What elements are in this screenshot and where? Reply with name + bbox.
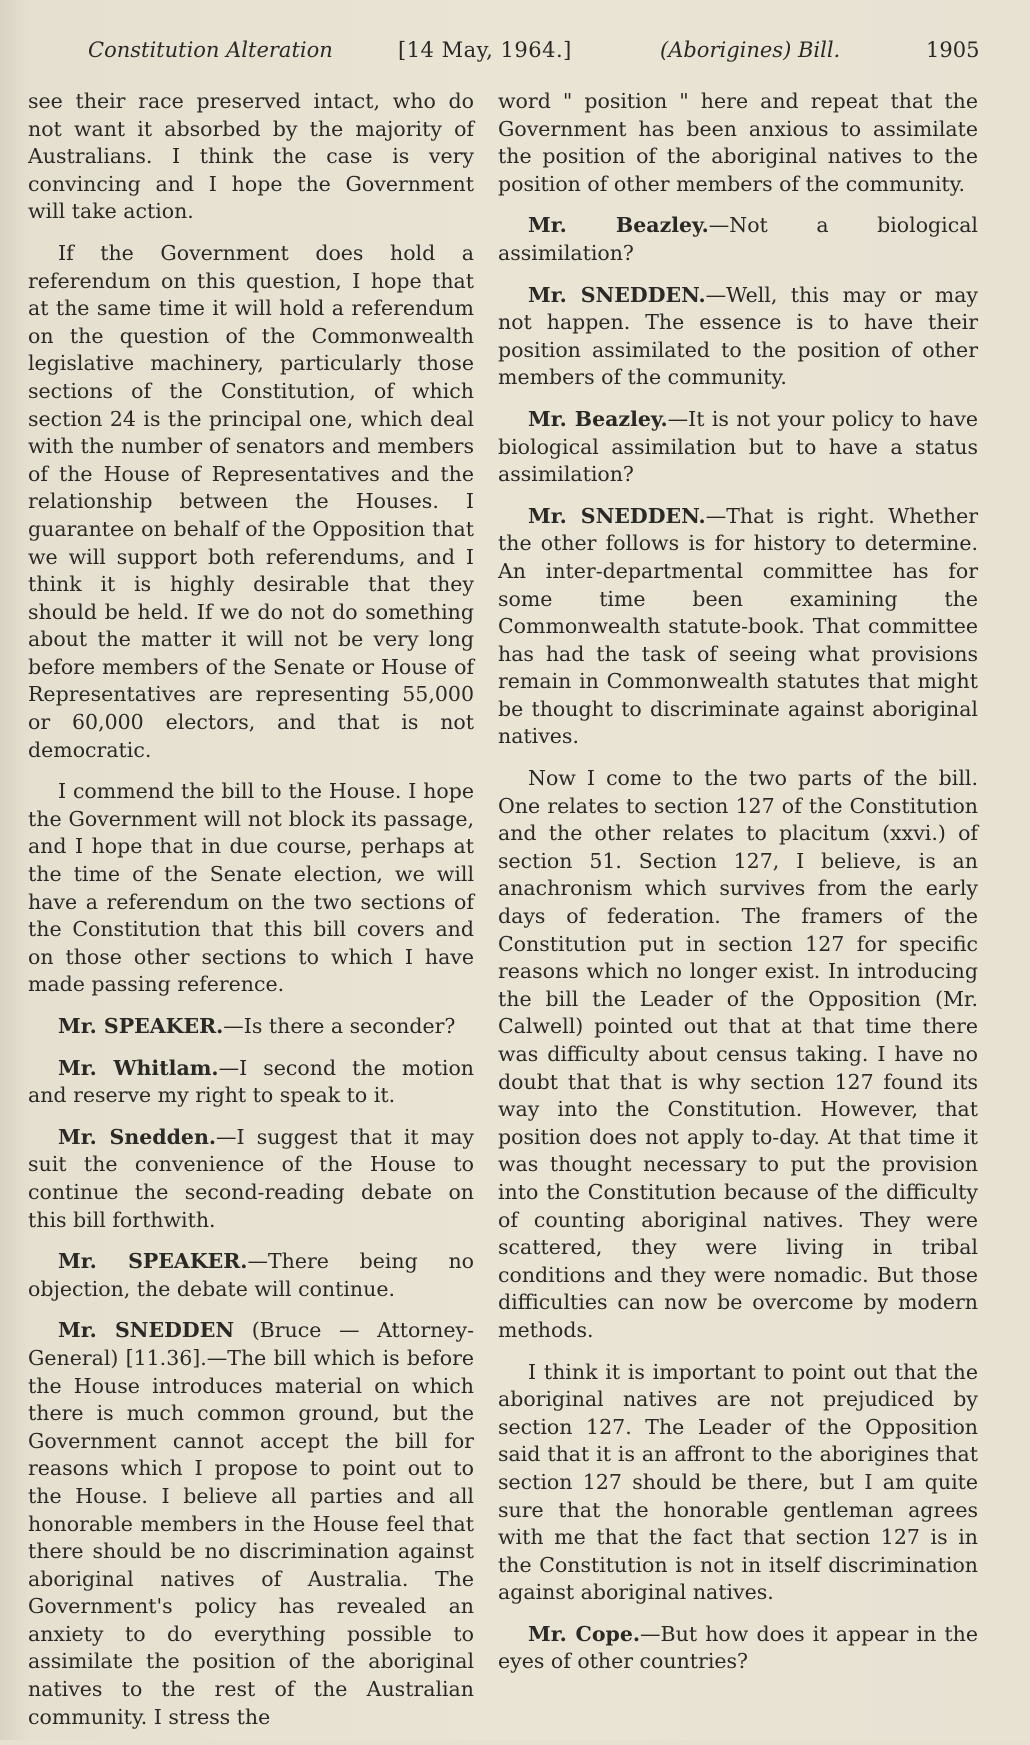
speech-text: —I suggest that it may suit the convenience of the House to continue the second-reading debate on this bill forthwith.	[28, 1124, 475, 1232]
speaker-name: Mr. SPEAKER.	[58, 1249, 248, 1274]
speech-text: —Is there a seconder?	[223, 1014, 456, 1038]
speech-text: —That is right. Whether the other follows is for history to determine. An inter-departmental committee has for some time been examining the Commonwealth statute-book. That committee has had the task of seeing what provisions remain in Commonwealth statutes that might be thought to discriminate against aboriginal natives.	[498, 503, 978, 749]
paragraph: I commend the bill to the House. I hope the Government will not block its passage, and I hope that in due course, perhaps at the time of the Senate election, we will have a referendum on the two sections of the Constitution that this bill covers and on those other sections to which I have made passing reference.	[28, 779, 474, 997]
header-bill-subtitle: (Aborigines) Bill.	[660, 38, 841, 62]
speech-text: —There being no objection, the debate will continue.	[28, 1249, 474, 1301]
running-header	[88, 38, 978, 72]
paragraph: If the Government does hold a referendum on this question, I hope that at the same time it will hold a referendum on the question of the Commonwealth legislative machinery, particularly those sections of the Constitution, of which section 24 is the principal one, which deal with the number of senators and members of the House of Representatives and the relationship between the Houses. I guarantee on behalf of the Opposition that we will support both referendums, and I think it is highly desirable that they should be held. If we do not do something about the matter it will not be very long before members of the Senate or House of Representatives are representing 55,000 or 60,000 electors, and that is not democratic.	[28, 240, 474, 762]
left-column	[28, 88, 474, 1745]
speech-text: —Not a biological assimilation?	[498, 213, 978, 265]
header-bill-title: Constitution Alteration	[88, 38, 333, 62]
speaker-name: Mr. SNEDDEN.	[528, 282, 706, 307]
speech-text: —But how does it appear in the eyes of other countries?	[498, 1621, 979, 1674]
speech-paragraph	[28, 1317, 474, 1731]
speech-paragraph	[498, 212, 978, 267]
speech-paragraph	[28, 1248, 474, 1303]
speech-paragraph	[498, 1621, 978, 1676]
speech-paragraph	[498, 282, 978, 392]
speech-text: —I second the motion and reserve my right to speak to it.	[28, 1055, 474, 1108]
speaker-name: Mr. Whitlam.	[58, 1055, 219, 1080]
right-column	[498, 88, 978, 1690]
speech-text: —Well, this may or may not happen. The essence is to have their position assimilated to the position of other members of the community.	[498, 282, 979, 390]
speaker-name: Mr. Snedden.	[58, 1124, 217, 1149]
speech-text: —It is not your policy to have biological assimilation but to have a status assimilation?	[498, 406, 978, 487]
speech-paragraph	[28, 1055, 474, 1110]
speaker-name: Mr. Beazley.	[528, 213, 709, 238]
header-date: [14 May, 1964.]	[398, 38, 572, 62]
speech-paragraph	[28, 1013, 474, 1041]
speaker-name: Mr. Beazley.	[528, 406, 668, 431]
speech-paragraph	[498, 406, 978, 489]
paragraph: I think it is important to point out that the aboriginal natives are not prejudiced by section 127. The Leader of the Opposition said that it is an affront to the aborigines that section 127 should be there, but I am quite sure that the honorable gentleman agrees with me that the fact that section 127 is in the Constitution is not in itself discrimination against aboriginal natives.	[498, 1359, 978, 1605]
page-number: 1905	[926, 38, 980, 62]
paragraph: word " position " here and repeat that the Government has been anxious to assimilate the position of the aboriginal natives to the position of other members of the community.	[498, 89, 978, 196]
paragraph: Now I come to the two parts of the bill. One relates to section 127 of the Constitution and the other relates to placitum (xxvi.) of section 51. Section 127, I believe, is an anachronism which survives from the early days of federation. The framers of the Constitution put in section 127 for specific reasons which no longer exist. In introducing the bill the Leader of the Opposition (Mr. Calwell) pointed out that at that time there was difficulty about census taking. I have no doubt that that is why section 127 found its way into the Constitution. However, that position does not apply to-day. At that time it was thought necessary to put the provision into the Constitution because of the difficulty of counting aboriginal natives. They were scattered, they were living in tribal conditions and they were nomadic. But those difficulties can now be overcome by modern methods.	[498, 766, 978, 1342]
speaker-name: Mr. Cope.	[528, 1621, 641, 1646]
speaker-name: Mr. SNEDDEN	[58, 1318, 235, 1343]
paragraph: see their race preserved intact, who do not want it absorbed by the majority of Australians. I think the case is very convincing and I hope the Government will take action.	[28, 89, 474, 224]
speech-text: (Bruce — Attorney-General) [11.36].—The bill which is before the House introduces material on which there is much common ground, but the Government cannot accept the bill for reasons which I propose to point out to the House. I believe all parties and all honorable members in the House feel that there should be no discrimination against aboriginal natives of Australia. The Government's policy has revealed an anxiety to do everything possible to assimilate the position of the aboriginal natives to the rest of the Australian community. I stress the	[28, 1318, 474, 1729]
speech-paragraph	[28, 1124, 474, 1234]
speaker-name: Mr. SPEAKER.	[58, 1014, 224, 1038]
speaker-name: Mr. SNEDDEN.	[528, 503, 706, 528]
speech-paragraph	[498, 503, 978, 751]
